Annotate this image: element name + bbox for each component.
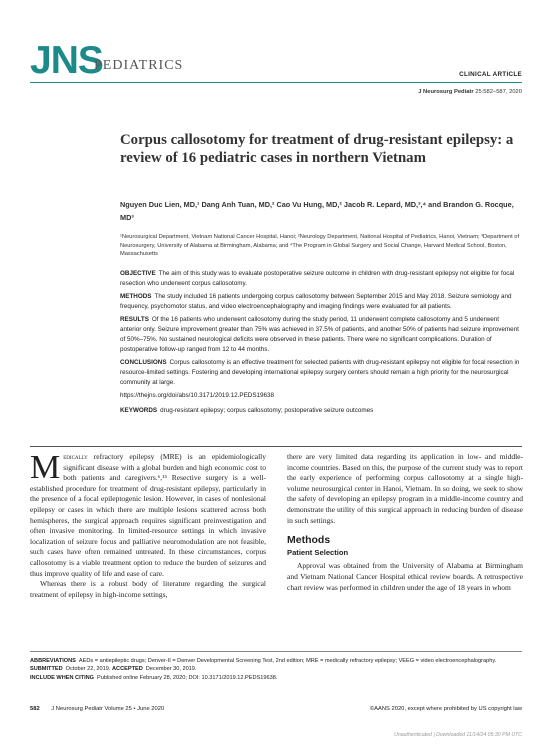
section-heading-methods: Methods [287,534,331,547]
abstract-divider [30,446,522,447]
submission-dates [30,665,522,673]
intro-paragraph-text: refractory epilepsy (MRE) is an epidemiologically significant disease with a global burden and high economic cost to both patients and caregivers.⁶,¹⁵ Resective surgery is a well-established procedure for treatment of drug-resistant epilepsy, particularly in the presence of a focal epileptogenic lesion. However, in cases of nonlesional epilepsy or cases in which there are multiple lesions scattered across both hemispheres, the surgical approach requires significant preinvestigation and often invasive monitoring. In limited-resource settings in which invasive localization of seizure focus and palliative neuromodulation are not feasible, such cases have often remained untreated. In these circumstances, corpus callosotomy is a viable treatment option to reduce the burden of seizures and thus improve quality of life and ease of care. [30,452,266,578]
abstract-methods [120,292,520,312]
body-paragraph: there are very limited data regarding its application in low- and middle-income countries. Based on this, the purpose of the current study was to report the early experience of performing corpus callosotomy at a single high-volume neurosurgical center in Hanoi, Vietnam. In so doing, we seek to show the safety of developing an epilepsy program in a middle-income country and demonstrate the utility of this surgical approach in reducing burden of disease in such settings. [287,452,523,525]
body-column-left [30,449,266,600]
accepted-label: ACCEPTED [111,666,143,673]
abstract-methods-label: METHODS [120,293,152,300]
intro-paragraph [30,449,266,579]
doi-link[interactable]: https://thejns.org/doi/abs/10.3171/2019.12.PEDS19638 [120,392,275,399]
submitted-date: October 22, 2019. [65,666,111,673]
abstract-objective-text: The aim of this study was to evaluate postoperative seizure outcome in children with drug-resistant epilepsy not eligible for focal resection who underwent corpus callosotomy. [120,270,515,287]
abbreviations-text: AEDs = antiepileptic drugs; Denver-II = Denver Developmental Screening Test, 2nd edition; MRE = medically refractory epilepsy; VEEG = video electroencephalography. [78,658,497,664]
journal-logo-subtitle: PEDIATRICS [94,58,184,73]
citation-rest: 25:582–587, 2020 [475,89,522,95]
footnote-rule [30,651,522,652]
download-watermark: Unauthenticated | Downloaded 11/14/24 05:30 PM UTC [394,732,522,738]
header-citation [418,89,522,95]
header-rule [30,82,522,83]
abstract-conclusions-label: CONCLUSIONS [120,359,167,366]
abstract-objective-label: OBJECTIVE [120,270,156,277]
abbreviations [30,657,522,665]
abstract-conclusions [120,358,520,388]
citing-text: Published online February 28, 2020; DOI: 10.3171/2019.12.PEDS19638. [97,674,278,681]
page-number: 582 [30,706,40,712]
drop-cap: M [30,449,61,486]
journal-logo-letters: JNS [30,39,103,82]
affiliations: ¹Neurosurgical Department, Vietnam National Cancer Hospital, Hanoi; ²Neurology Department, National Hospital of Pediatrics, Hanoi, Vietnam; ³Department of Neurosurgery, University of Alabama at Birmingham, Alabama; and ⁴The Program in Global Surgery and Social Change, Harvard Medical School, Boston, Massachusetts [120,234,520,257]
abstract-results-label: RESULTS [120,316,149,323]
abstract [120,269,520,419]
citing-info [30,674,522,682]
abstract-results [120,315,520,355]
front-matter-notes [30,657,522,682]
article-title: Corpus callosotomy for treatment of drug-resistant epilepsy: a review of 16 pediatric cases in northern Vietnam [120,132,514,166]
copyright-notice: ©AANS 2020, except where prohibited by US copyright law [369,706,522,712]
keywords [120,406,520,416]
keywords-text: drug-resistant epilepsy; corpus callosotomy; postoperative seizure outcomes [160,407,374,414]
article-type: CLINICAL ARTICLE [459,71,522,78]
abstract-methods-text: The study included 16 patients undergoing corpus callosotomy between September 2015 and May 2018. Seizure semiology and frequency, psychomotor status, and video electroencephalography and imaging findings were evaluated for all patients. [120,293,512,310]
body-paragraph: Approval was obtained from the University of Alabama at Birmingham and Vietnam National Cancer Hospital ethical review boards. A retrospective chart review was performed in children under the age of 18 years in whom [287,561,523,592]
abstract-objective [120,269,520,289]
citing-label: INCLUDE WHEN CITING [30,674,95,681]
abstract-results-text: Of the 16 patients who underwent callosotomy during the study period, 11 underwent complete callosotomy and 5 underwent anterior only. Seizure improvement greater than 75% was achieved in 37.5% of patients, and another 50% of patients had seizure improvement of 50%–75%. No sustained neurological deficits were observed in these patients. There were no significant complications. Duration of postoperative follow-up ranged from 12 to 44 months. [120,316,519,353]
footer-journal-issue: J Neurosurg Pediatr Volume 25 • June 2020 [51,706,165,712]
abbreviations-label: ABBREVIATIONS [30,658,76,664]
body-column-right [287,452,523,593]
author-list: Nguyen Duc Lien, MD,¹ Dang Anh Tuan, MD,² Cao Vu Hung, MD,² Jacob R. Lepard, MD,³,⁴ and Brandon G. Rocque, MD³ [120,200,514,222]
abstract-conclusions-text: Corpus callosotomy is an effective treatment for selected patients with drug-resistant epilepsy not eligible for focal resection in resource-limited settings. Fostering and developing international epilepsy surgery centers should remain a high priority for the neurosurgical community at large. [120,359,520,386]
accepted-date: December 30, 2019. [145,666,197,673]
keywords-label: KEYWORDS [120,407,158,414]
page-footer [30,706,522,712]
citation-journal: J Neurosurg Pediatr [418,89,474,95]
first-word-rest: edically [63,452,88,461]
subsection-heading-patient-selection: Patient Selection [287,547,349,557]
submitted-label: SUBMITTED [30,666,63,673]
body-paragraph: Whereas there is a robust body of literature regarding the surgical treatment of epilepsy in high-income settings, [30,579,266,599]
